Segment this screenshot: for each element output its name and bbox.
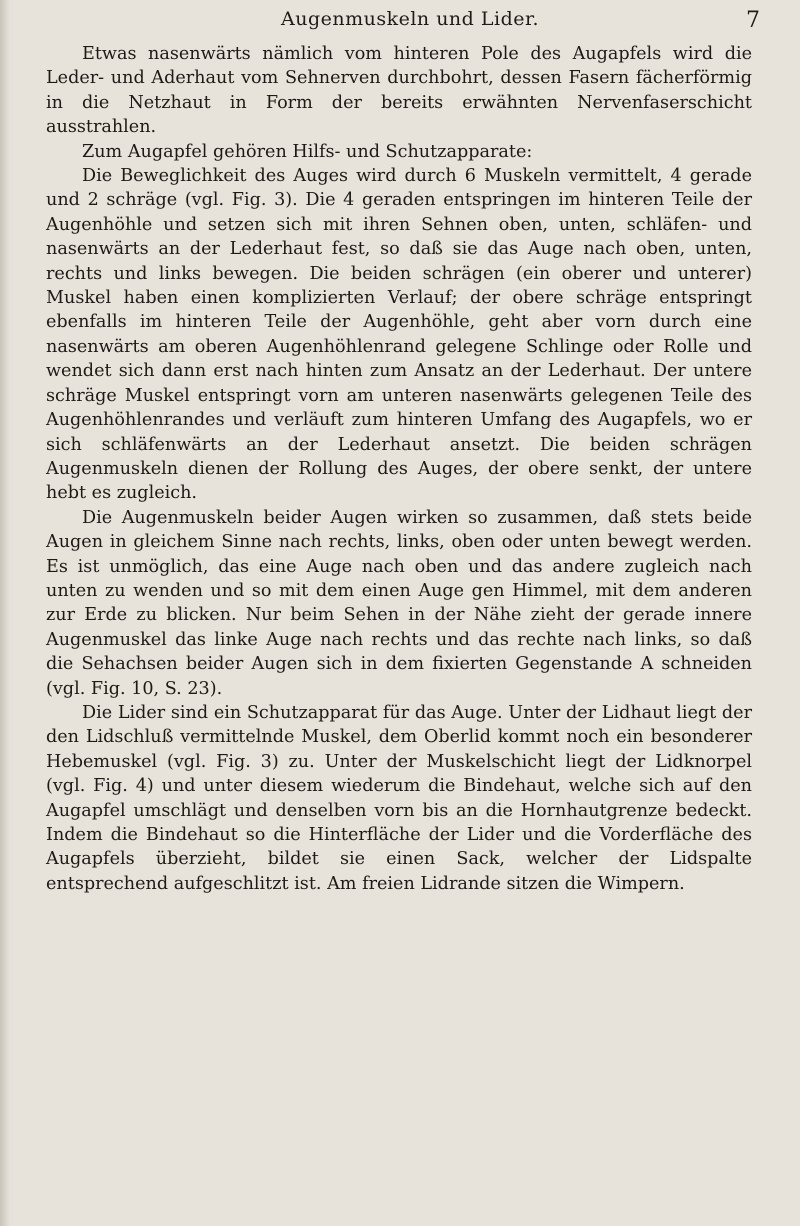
paragraph-aux-apparatus-intro: Zum Augapfel gehören Hilfs- und Schutzapparate: bbox=[82, 141, 533, 162]
running-head: Augenmuskeln und Lider. bbox=[280, 8, 540, 30]
paragraph-optic-nerve: Etwas nasenwärts nämlich vom hinteren Pole des Augapfels wird die Leder- und Aderhaut vom Sehnerven durchbohrt, dessen Fasern fächerförmig in die Netzhaut in Form der bereits erwähnten Nervenfaserschicht ausstrahlen. bbox=[46, 44, 752, 138]
paragraph-eye-muscles: Die Beweglichkeit des Auges wird durch 6 Muskeln vermittelt, 4 gerade und 2 schräge (vgl. Fig. 3). Die 4 geraden entspringen im hinteren Teile der Augenhöhle und setzen sich mit ihren Sehnen oben, unten, schläfen- und nasenwärts an der Lederhaut fest, so daß sie das Auge nach oben, unten, rechts und links bewegen. Die beiden schrägen (ein oberer und unterer) Muskel haben einen komplizierten Verlauf; der obere schräge entspringt ebenfalls im hinteren Teile der Augenhöhle, geht aber vorn durch eine nasenwärts am oberen Augenhöhlenrand gelegene Schlinge oder Rolle und wendet sich dann erst nach hinten zum Ansatz an der Lederhaut. Der untere schräge Muskel entspringt vorn am unteren nasenwärts gelegenen Teile des Augenhöhlenrandes und verläuft zum hinteren Umfang des Augapfels, wo er sich schläfenwärts an der Lederhaut ansetzt. Die beiden schrägen Augenmuskeln dienen der Rollung des Auges, der obere senkt, der untere hebt es zugleich. bbox=[46, 166, 752, 504]
paragraph-muscle-coordination: Die Augenmuskeln beider Augen wirken so zusammen, daß stets beide Augen in gleichem Sinne nach rechts, links, oben oder unten bewegt werden. Es ist unmöglich, das eine Auge nach oben und das andere zugleich nach unten zu wenden und so mit dem einen Auge gen Himmel, mit dem anderen zur Erde zu blicken. Nur beim Sehen in der Nähe zieht der gerade innere Augenmuskel das linke Auge nach rechts und das rechte nach links, so daß die Sehachsen beider Augen sich in dem fixierten Gegenstande A schneiden (vgl. Fig. 10, S. 23). bbox=[46, 507, 752, 699]
page-header bbox=[60, 8, 760, 42]
page-edge-shadow bbox=[0, 0, 10, 1226]
body-text bbox=[46, 42, 752, 896]
paragraph-eyelids: Die Lider sind ein Schutzapparat für das Auge. Unter der Lidhaut liegt der den Lidschluß vermittelnde Muskel, dem Oberlid kommt noch ein besonderer Hebemuskel (vgl. Fig. 3) zu. Unter der Muskelschicht liegt der Lidknorpel (vgl. Fig. 4) und unter diesem wiederum die Bindehaut, welche sich auf den Augapfel umschlägt und denselben vorn bis an die Hornhautgrenze bedeckt. Indem die Bindehaut so die Hinterfläche der Lider und die Vorderfläche des Augapfels überzieht, bildet sie einen Sack, welcher der Lidspalte entsprechend aufgeschlitzt ist. Am freien Lidrande sitzen die Wimpern. bbox=[46, 702, 752, 894]
page-number: 7 bbox=[746, 8, 760, 33]
